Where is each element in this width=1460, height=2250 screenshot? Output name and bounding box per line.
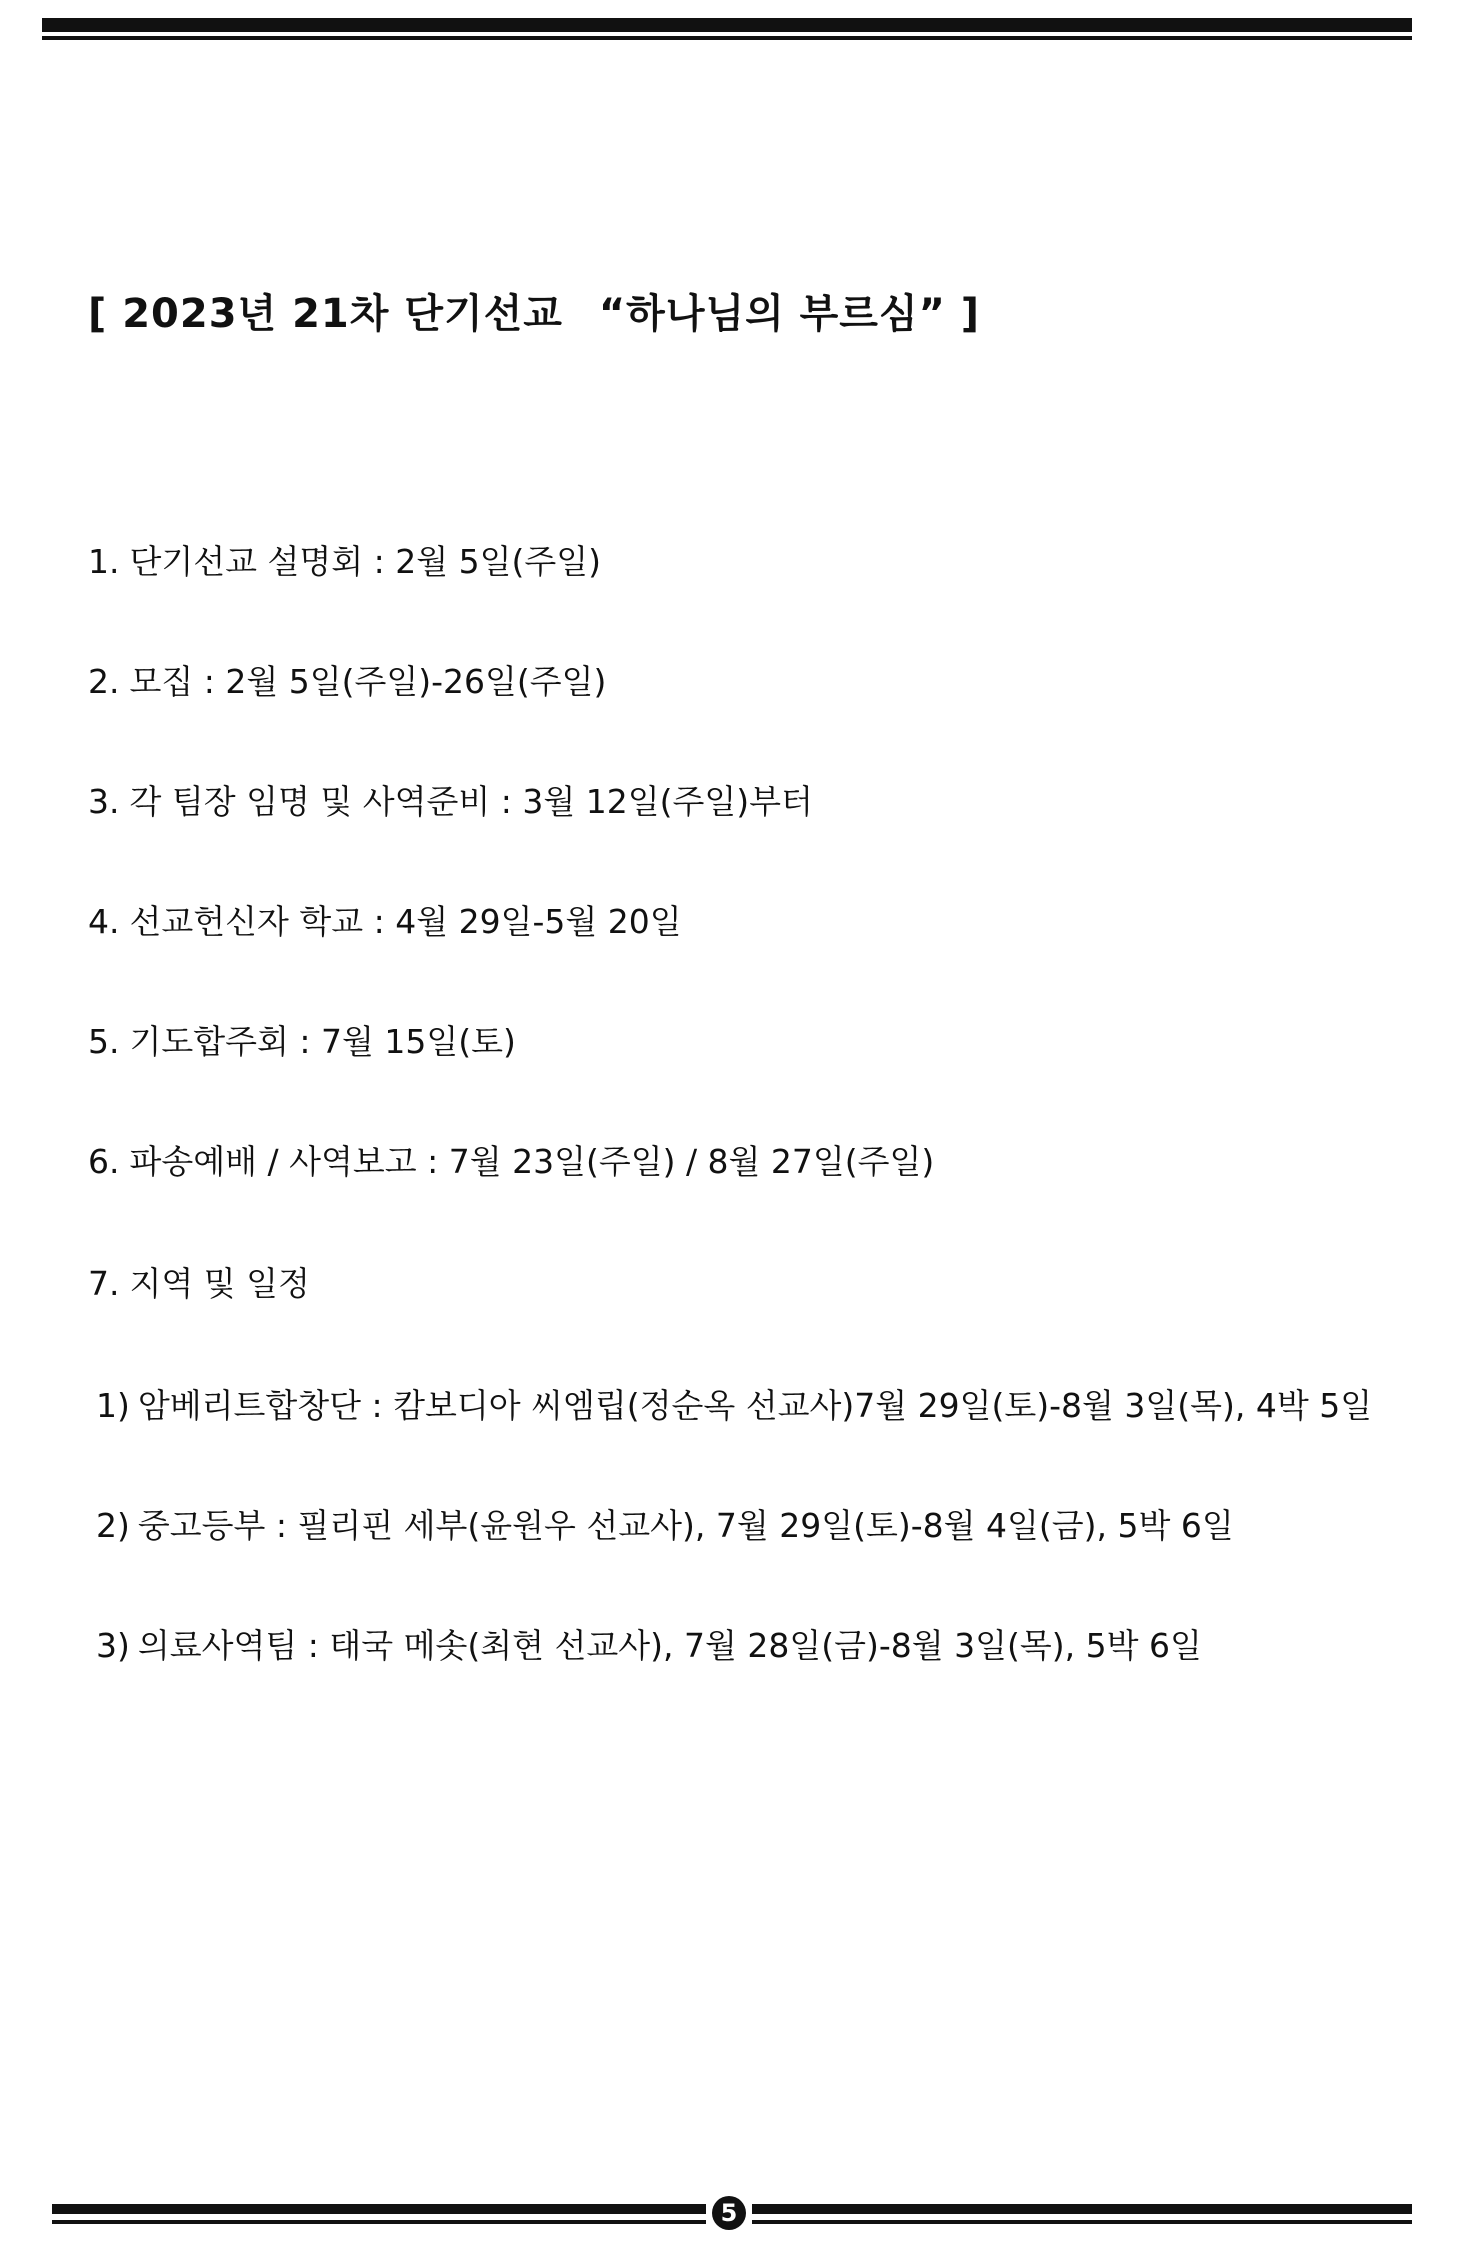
title-quoted: “하나님의 부르심” ] — [598, 291, 981, 337]
list-item-text: 파송예배 / 사역보고 : 7월 23일(주일) / 8월 27일(주일) — [129, 1142, 935, 1181]
list-item-number: 7. — [88, 1264, 120, 1303]
footer-rule-right-thin — [752, 2220, 1412, 2224]
footer-rule-left-thin — [52, 2220, 706, 2224]
title-main: [ 2023년 21차 단기선교 — [88, 291, 563, 337]
top-rule-thin — [42, 36, 1412, 40]
list-item-number: 2. — [88, 662, 120, 701]
sub-list-item-text: 암베리트합창단 : 캄보디아 씨엠립(정순옥 선교사)7월 29일(토)-8월 3일(목), 4박 5일 — [137, 1386, 1373, 1425]
list-item-text: 기도합주회 : 7월 15일(토) — [129, 1022, 516, 1061]
sub-list-item-text: 중고등부 : 필리핀 세부(윤원우 선교사), 7월 29일(토)-8월 4일(금), 5박 6일 — [137, 1506, 1234, 1545]
sub-list-item-number: 1) — [96, 1386, 130, 1425]
list-item — [88, 780, 813, 824]
list-item-text: 선교헌신자 학교 : 4월 29일-5월 20일 — [129, 902, 682, 941]
sub-list-item — [96, 1384, 1372, 1428]
list-item-text: 모집 : 2월 5일(주일)-26일(주일) — [129, 662, 607, 701]
sub-list-item — [96, 1504, 1234, 1548]
list-item — [88, 540, 601, 584]
sub-list-item-number: 2) — [96, 1506, 130, 1545]
list-item — [88, 1020, 516, 1064]
page-title — [88, 282, 980, 339]
sub-list-item — [96, 1624, 1202, 1668]
top-rule-thick — [42, 18, 1412, 32]
list-item — [88, 900, 682, 944]
footer — [52, 2196, 1412, 2236]
footer-rule-left — [52, 2204, 706, 2214]
footer-rule-right — [752, 2204, 1412, 2214]
list-item-text: 단기선교 설명회 : 2월 5일(주일) — [129, 542, 601, 581]
list-item-number: 3. — [88, 782, 120, 821]
list-item — [88, 1140, 934, 1184]
list-item-number: 1. — [88, 542, 120, 581]
list-item — [88, 1262, 310, 1306]
list-item-number: 4. — [88, 902, 120, 941]
list-item-text: 각 팀장 임명 및 사역준비 : 3월 12일(주일)부터 — [129, 782, 813, 821]
sub-list-item-text: 의료사역팀 : 태국 메솟(최현 선교사), 7월 28일(금)-8월 3일(목), 5박 6일 — [137, 1626, 1202, 1665]
page-number-badge: 5 — [712, 2196, 746, 2230]
list-item-number: 5. — [88, 1022, 120, 1061]
sub-list-item-number: 3) — [96, 1626, 130, 1665]
list-item — [88, 660, 606, 704]
list-item-number: 6. — [88, 1142, 120, 1181]
list-item-text: 지역 및 일정 — [129, 1264, 310, 1303]
